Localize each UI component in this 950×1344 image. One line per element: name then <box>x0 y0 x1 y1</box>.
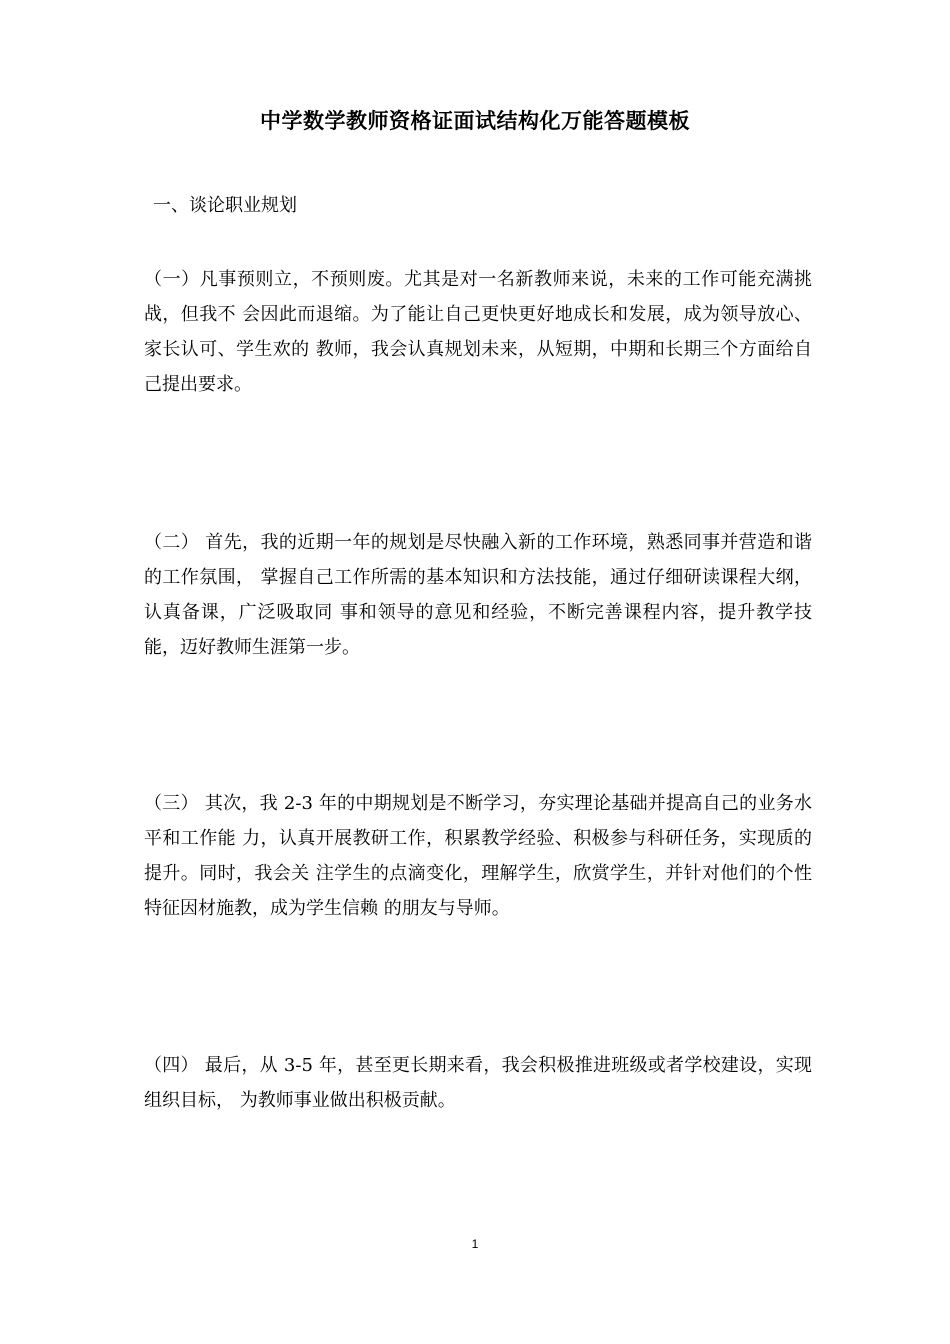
section-heading: 一、谈论职业规划 <box>153 195 297 216</box>
page-number: 1 <box>471 1237 479 1251</box>
paragraph-3: （三） 其次，我 2-3 年的中期规划是不断学习，夯实理论基础并提高自己的业务水平和工作能 力，认真开展教研工作，积累教学经验、积极参与科研任务，实现质的提升。同时，我会关 注学生的点滴变化，理解学生，欣赏学生，并针对他们的个性特征因材施教，成为学生信赖 的朋友与导师。 <box>144 793 812 919</box>
paragraph-1: （一）凡事预则立，不预则废。尤其是对一名新教师来说，未来的工作可能充满挑战，但我不 会因此而退缩。为了能让自己更快更好地成长和发展，成为领导放心、家长认可、学生欢的 教师，我会认真规划未来，从短期，中期和长期三个方面给自己提出要求。 <box>144 269 812 395</box>
document-title: 中学数学教师资格证面试结构化万能答题模板 <box>260 109 690 133</box>
paragraph-2: （二） 首先，我的近期一年的规划是尽快融入新的工作环境，熟悉同事并营造和谐的工作氛围， 掌握自己工作所需的基本知识和方法技能，通过仔细研读课程大纲，认真备课，广泛吸取同 事和领导的意见和经验，不断完善课程内容，提升教学技能，迈好教师生涯第一步。 <box>144 532 812 658</box>
paragraph-4: （四） 最后，从 3-5 年，甚至更长期来看，我会积极推进班级或者学校建设，实现组织目标， 为教师事业做出积极贡献。 <box>144 1055 812 1111</box>
